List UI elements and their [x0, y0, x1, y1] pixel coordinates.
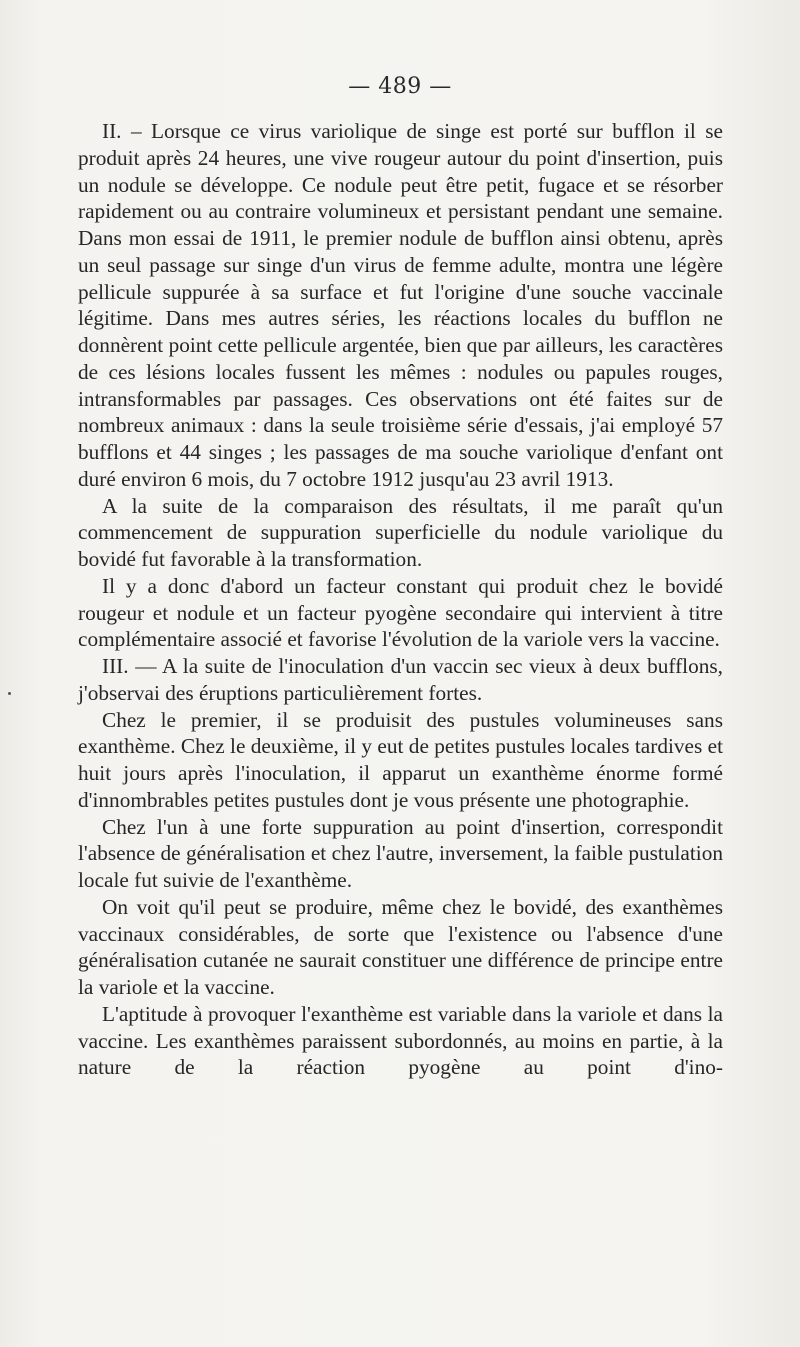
body-text: [78, 118, 723, 1081]
paragraph-comparison-results: A la suite de la comparaison des résultats, il me paraît qu'un commencement de suppuration superficielle du nodule variolique du bovidé fut favorable à la transformation.: [78, 493, 723, 571]
margin-speck: [8, 692, 11, 695]
paragraph-two-buffalo-cases: Chez le premier, il se produisit des pustules volumineuses sans exanthème. Chez le deuxième, il y eut de petites pustules locales tardives et huit jours après l'inoculation, il apparut un exanthème énorme formé d'innombrables petites pustules dont je vous présente une photographie.: [78, 707, 723, 812]
paragraph-buffalo-inoculation: II. – Lorsque ce virus variolique de singe est porté sur bufflon il se produit après 24 heures, une vive rougeur autour du point d'insertion, puis un nodule se développe. Ce nodule peut être petit, fugace et se résorber rapidement ou au contraire volumineux et persistant pendant une semaine. Dans mon essai de 1911, le premier nodule de bufflon ainsi obtenu, après un seul passage sur singe d'un virus de femme adulte, montra une légère pellicule suppurée à sa surface et fut l'origine d'une souche vaccinale légitime. Dans mes autres séries, les réactions locales du bufflon ne donnèrent point cette pellicule argentée, bien que par ailleurs, les caractères de ces lésions locales fussent les mêmes : nodules ou papules rouges, intransformables par passages. Ces observations ont été faites sur de nombreux animaux : dans la seule troisième série d'essais, j'ai employé 57 bufflons et 44 singes ; les passages de ma souche variolique d'enfant ont duré environ 6 mois, du 7 octobre 1912 jusqu'au 23 avril 1913.: [78, 119, 723, 491]
paragraph-pyogenic-factor: Il y a donc d'abord un facteur constant qui produit chez le bovidé rougeur et nodule et un facteur pyogène secondaire qui intervient à titre complémentaire associé et favorise l'évolution de la variole vers la vaccine.: [78, 573, 723, 652]
paragraph-dry-vaccine: III. — A la suite de l'inoculation d'un vaccin sec vieux à deux bufflons, j'observai des éruptions particulièrement fortes.: [78, 654, 723, 705]
paragraph-vaccinal-exanthems: On voit qu'il peut se produire, même chez le bovidé, des exanthèmes vaccinaux considérables, de sorte que l'existence ou l'absence d'une généralisation cutanée ne saurait constituer une différence de principe entre la variole et la vaccine.: [78, 894, 723, 999]
page-number: — 489 —: [348, 74, 452, 99]
paragraph-exanthem-aptitude: L'aptitude à provoquer l'exanthème est variable dans la variole et dans la vaccine. Les exanthèmes paraissent subordonnés, au moins en partie, à la nature de la réaction pyogène au point d'ino-: [78, 1001, 723, 1080]
paragraph-suppuration-contrast: Chez l'un à une forte suppuration au point d'insertion, correspondit l'absence de généralisation et chez l'autre, inversement, la faible pustulation locale fut suivie de l'exanthème.: [78, 814, 723, 892]
